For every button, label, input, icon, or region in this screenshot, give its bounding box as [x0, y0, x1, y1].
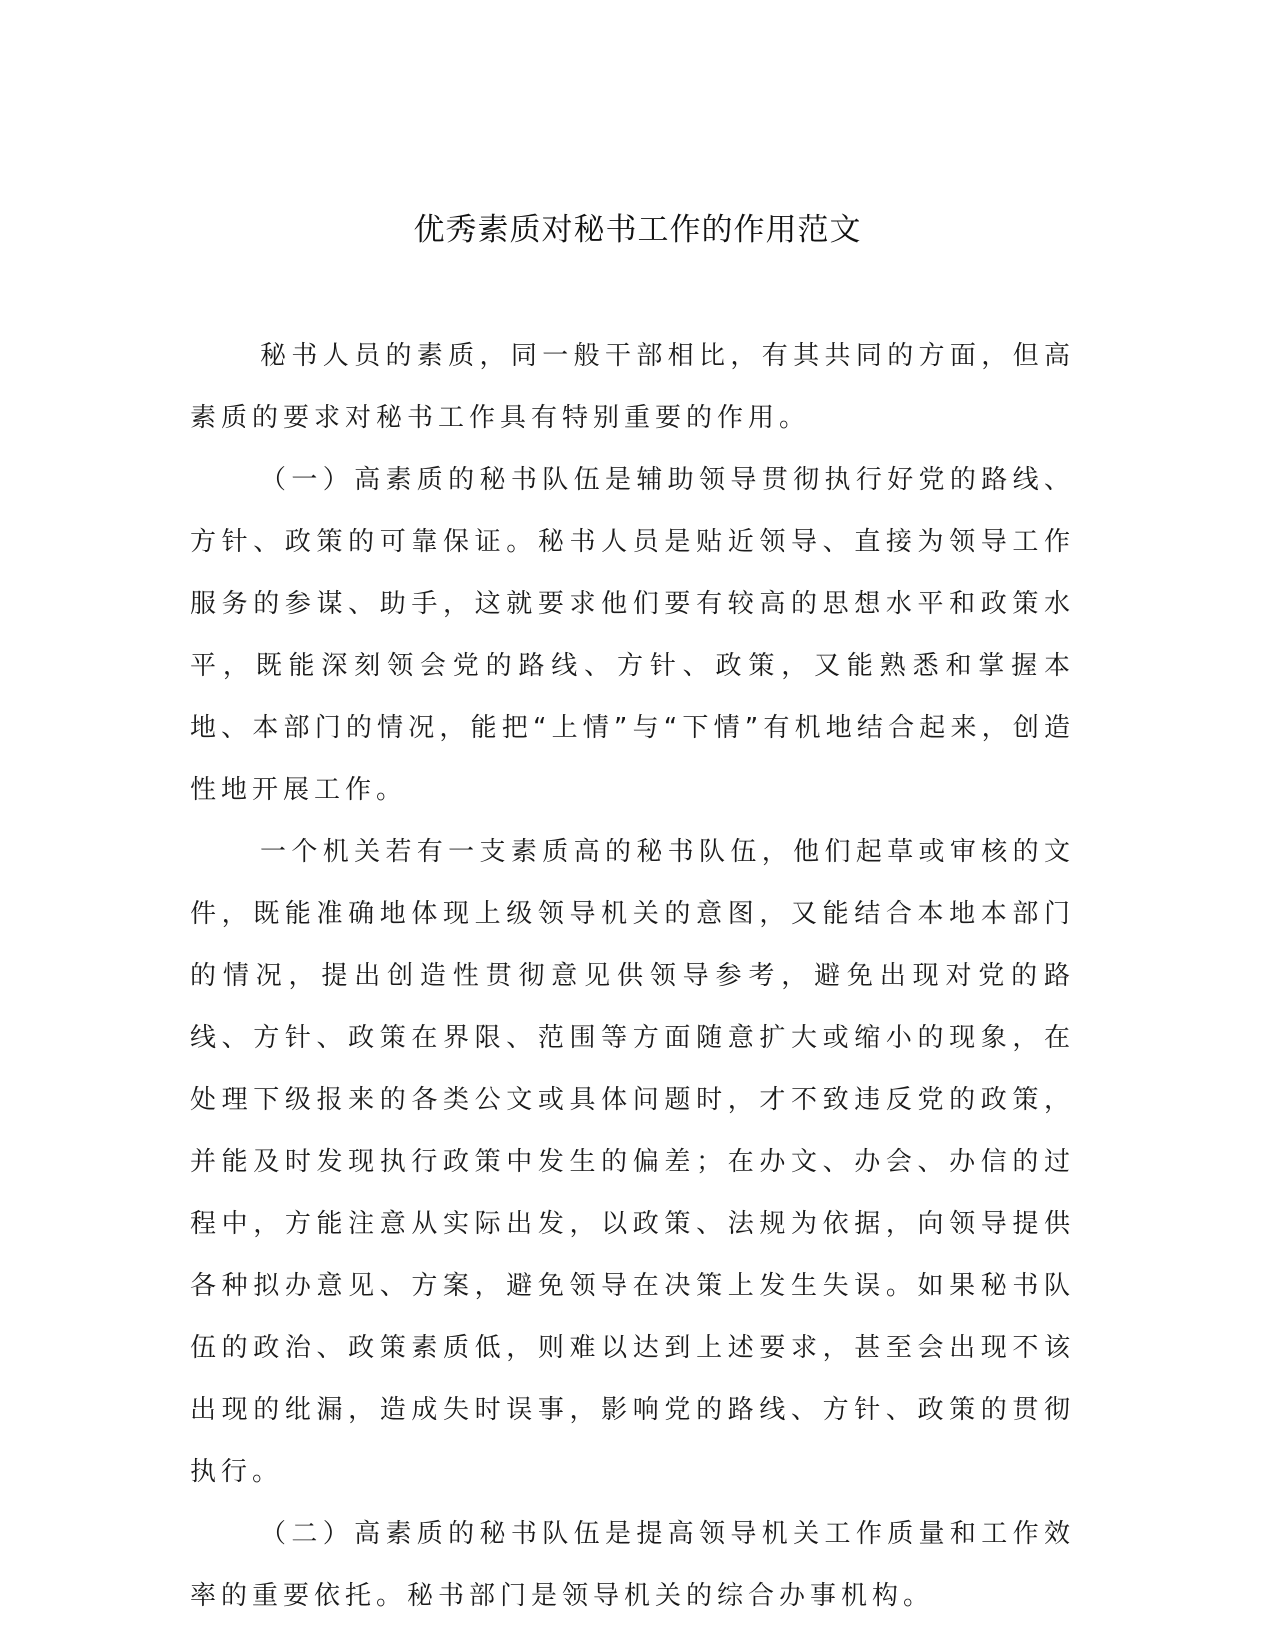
- paragraph-example: 一个机关若有一支素质高的秘书队伍，他们起草或审核的文件，既能准确地体现上级领导机关的意图，又能结合本地本部门的情况，提出创造性贯彻意见供领导参考，避免出现对党的路线、方针、政策在界限、范围等方面随意扩大或缩小的现象，在处理下级报来的各类公文或具体问题时，才不致违反党的政策，并能及时发现执行政策中发生的偏差；在办文、办会、办信的过程中，方能注意从实际出发，以政策、法规为依据，向领导提供各种拟办意见、方案，避免领导在决策上发生失误。如果秘书队伍的政治、政策素质低，则难以达到上述要求，甚至会出现不该出现的纰漏，造成失时误事，影响党的路线、方针、政策的贯彻执行。: [190, 837, 1075, 1487]
- paragraph-section-two: （二）高素质的秘书队伍是提高领导机关工作质量和工作效率的重要依托。秘书部门是领导机关的综合办事机构。: [190, 1519, 1075, 1611]
- document-title: 优秀素质对秘书工作的作用范文: [413, 212, 862, 248]
- paragraph-section-one: （一）高素质的秘书队伍是辅助领导贯彻执行好党的路线、方针、政策的可靠保证。秘书人员是贴近领导、直接为领导工作服务的参谋、助手，这就要求他们要有较高的思想水平和政策水平，既能深刻领会党的路线、方针、政策，又能熟悉和掌握本地、本部门的情况，能把“上情”与“下情”有机地结合起来，创造性地开展工作。: [190, 465, 1075, 805]
- document-body: [190, 325, 1075, 1627]
- paragraph-intro: 秘书人员的素质，同一般干部相比，有其共同的方面，但高素质的要求对秘书工作具有特别重要的作用。: [190, 341, 1075, 433]
